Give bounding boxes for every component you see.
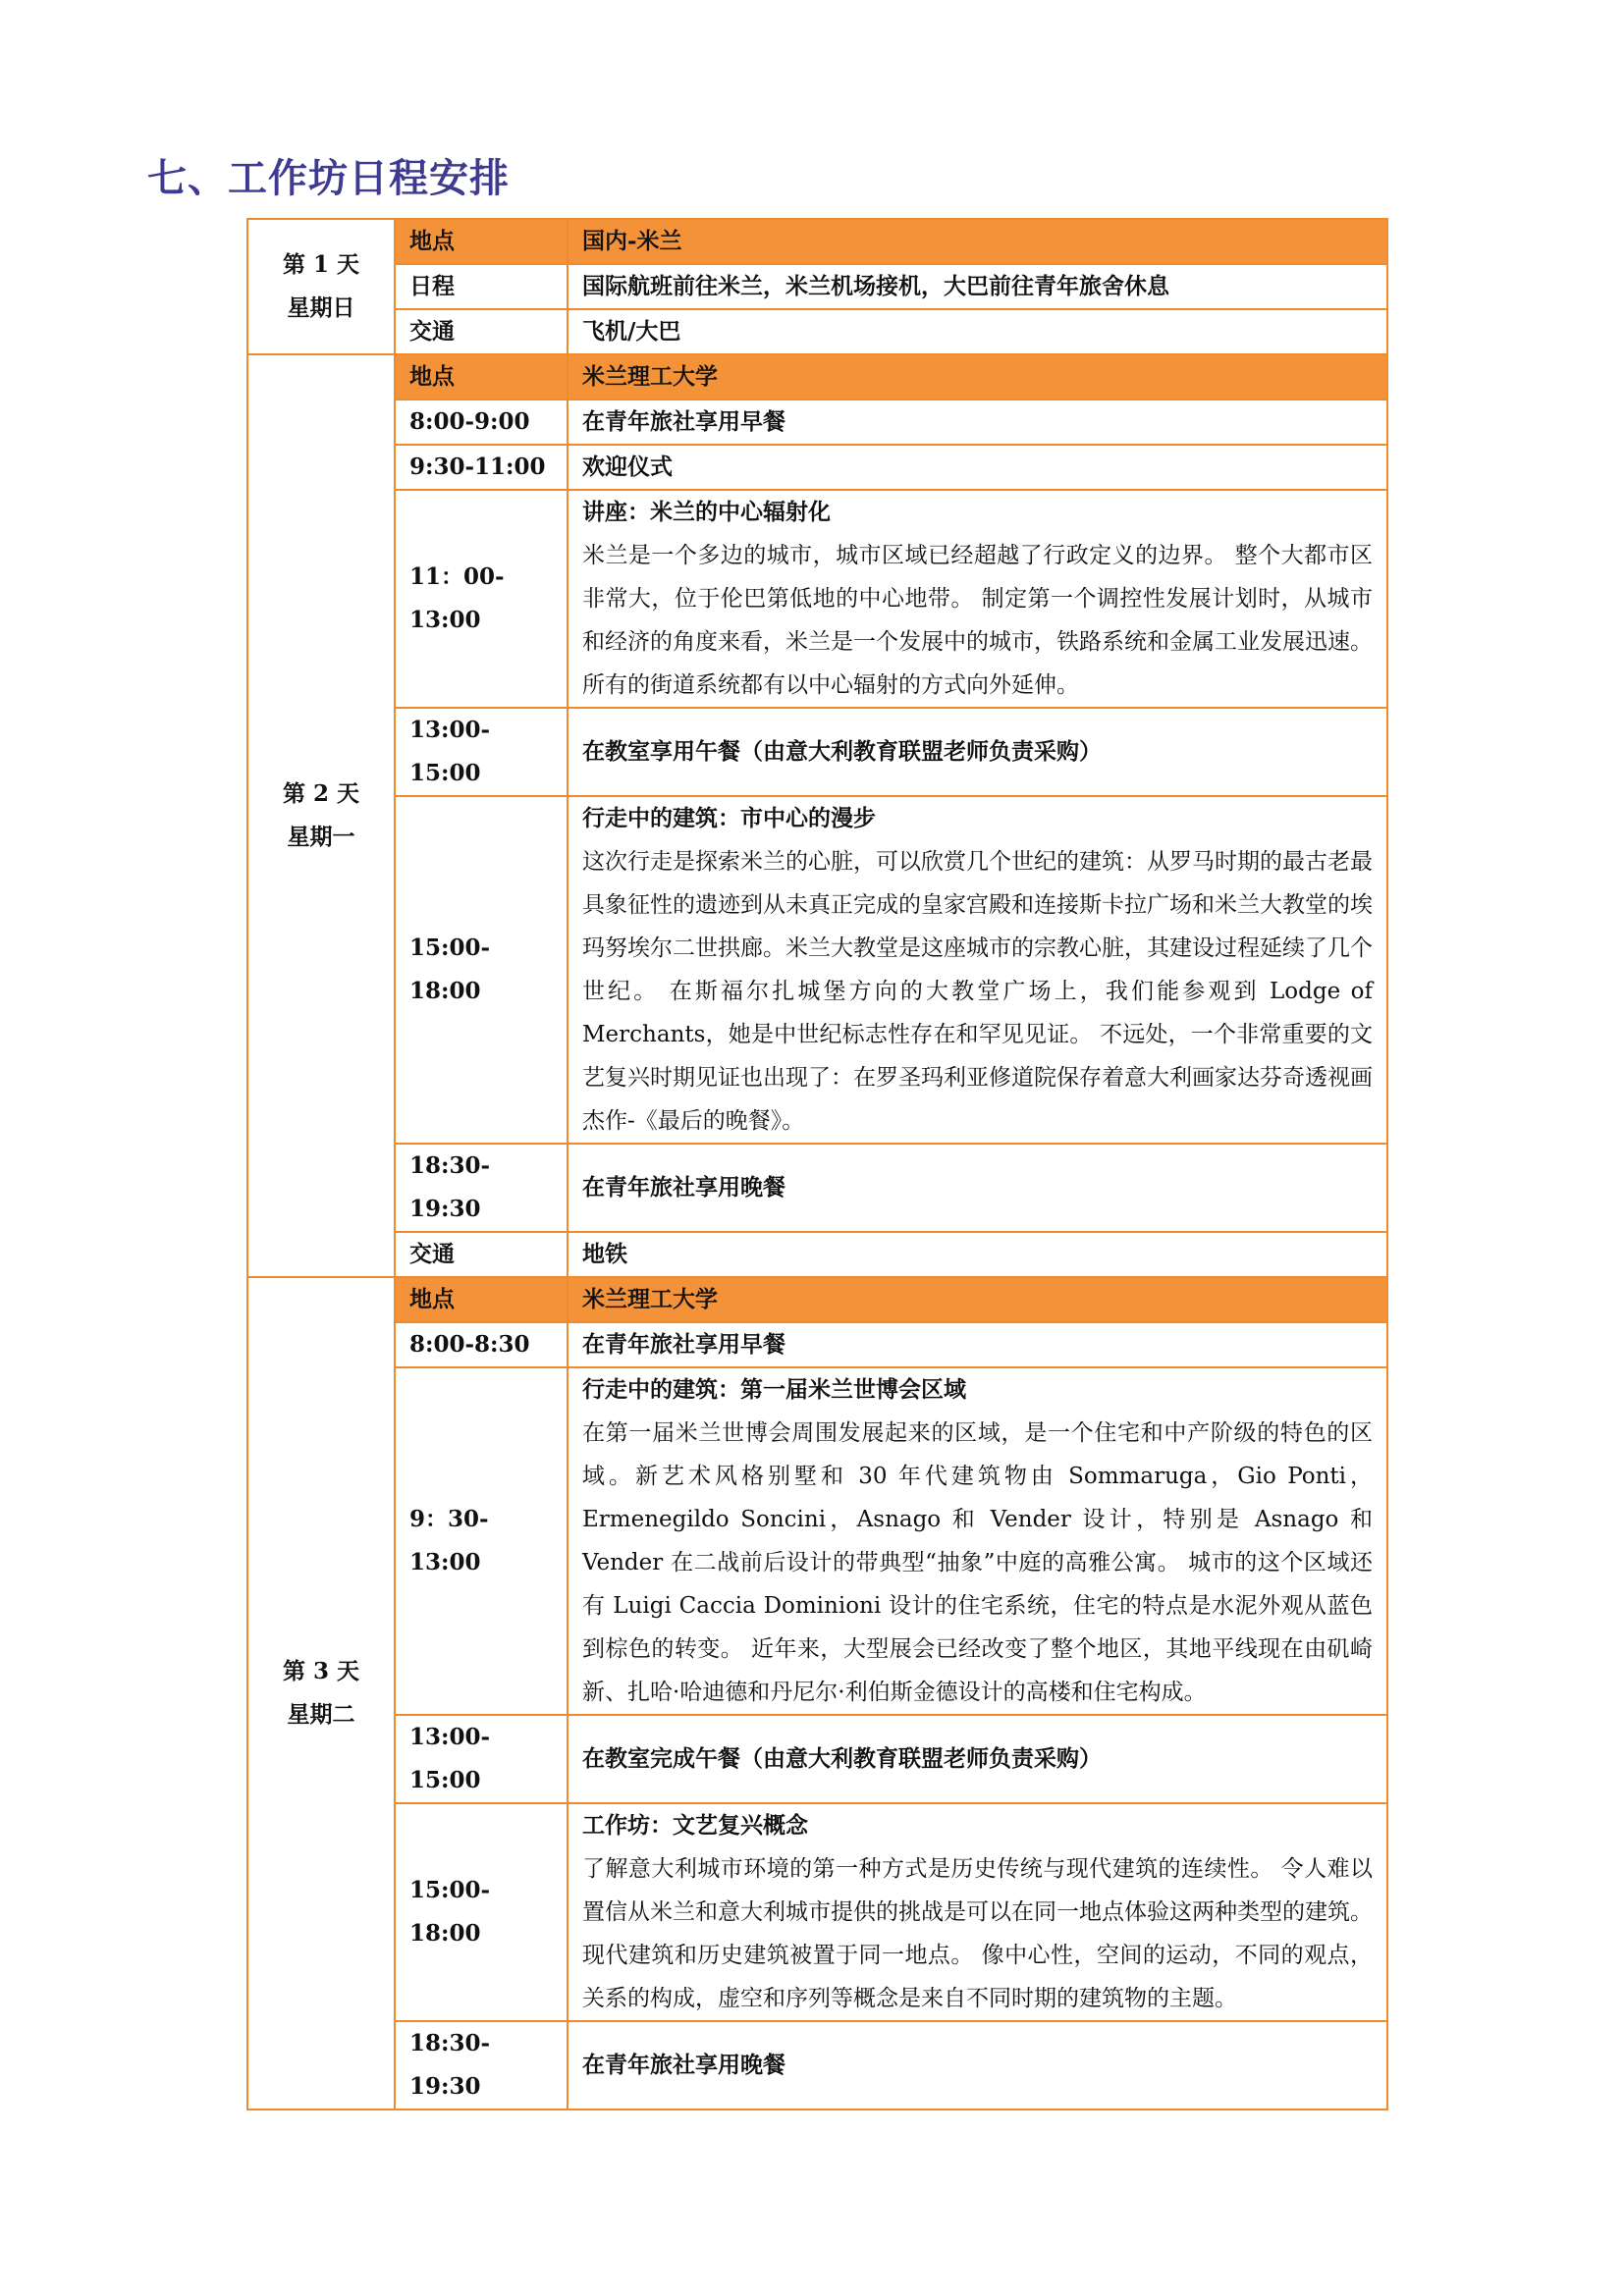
location-value: 米兰理工大学: [568, 1277, 1387, 1322]
schedule-row: [247, 490, 1387, 708]
row-label: 13:00-15:00: [395, 1715, 568, 1803]
row-label: 8:00-8:30: [395, 1322, 568, 1367]
location-value: 国内-米兰: [568, 219, 1387, 264]
schedule-row: [247, 708, 1387, 796]
row-content: [568, 1803, 1387, 2021]
row-content: [568, 1144, 1387, 1232]
activity-title: 行走中的建筑：第一届米兰世博会区域: [582, 1376, 966, 1403]
row-content: [568, 264, 1387, 309]
row-content: [568, 1232, 1387, 1277]
row-content: [568, 1367, 1387, 1715]
day-cell: [247, 1277, 395, 2109]
activity-title: 在教室完成午餐（由意大利教育联盟老师负责采购）: [582, 1745, 1102, 1772]
row-label: 13:00-15:00: [395, 708, 568, 796]
row-label: 15:00-18:00: [395, 796, 568, 1144]
day-weekday: 星期一: [287, 824, 355, 850]
schedule-row: [247, 1715, 1387, 1803]
activity-title: 在青年旅社享用早餐: [582, 1331, 785, 1358]
schedule-row: [247, 1144, 1387, 1232]
activity-title: 在青年旅社享用晚餐: [582, 1174, 785, 1201]
row-content: [568, 2021, 1387, 2109]
row-content: [568, 490, 1387, 708]
row-label: 15:00-18:00: [395, 1803, 568, 2021]
location-value: 米兰理工大学: [568, 354, 1387, 400]
row-label: 9:30-11:00: [395, 445, 568, 490]
day-weekday: 星期日: [287, 294, 355, 321]
location-label: 地点: [395, 354, 568, 400]
activity-description: 在第一届米兰世博会周围发展起来的区域，是一个住宅和中产阶级的特色的区域。新艺术风格别墅和 30 年代建筑物由 Sommaruga，Gio Ponti，Ermenegildo Soncini，Asnago 和 Vender 设计，特别是 Asnago 和 Vender 在二战前后设计的带典型“抽象”中庭的高雅公寓。 城市的这个区域还有 Luigi Caccia Dominioni 设计的住宅系统，住宅的特点是水泥外观从蓝色到棕色的转变。 近年来，大型展会已经改变了整个地区，其地平线现在由矶崎新、扎哈·哈迪德和丹尼尔·利伯斯金德设计的高楼和住宅构成。: [582, 1420, 1373, 1705]
row-label: 11：00-13:00: [395, 490, 568, 708]
activity-title: 地铁: [582, 1241, 627, 1267]
day-cell: [247, 219, 395, 354]
activity-title: 国际航班前往米兰，米兰机场接机，大巴前往青年旅舍休息: [582, 273, 1169, 299]
schedule-row: [247, 1803, 1387, 2021]
schedule-row: [247, 2021, 1387, 2109]
schedule-row: [247, 309, 1387, 354]
row-label: 9：30-13:00: [395, 1367, 568, 1715]
schedule-table: [246, 218, 1388, 2110]
activity-title: 在青年旅社享用早餐: [582, 408, 785, 435]
location-label: 地点: [395, 1277, 568, 1322]
day-cell: [247, 354, 395, 1277]
location-row: [247, 1277, 1387, 1322]
row-label: 18:30-19:30: [395, 1144, 568, 1232]
row-content: [568, 1322, 1387, 1367]
schedule-row: [247, 1322, 1387, 1367]
day-number: 第 2 天: [282, 780, 360, 807]
row-content: [568, 445, 1387, 490]
activity-description: 这次行走是探索米兰的心脏，可以欣赏几个世纪的建筑：从罗马时期的最古老最具象征性的遗迹到从未真正完成的皇家宫殿和连接斯卡拉广场和米兰大教堂的埃玛努埃尔二世拱廊。米兰大教堂是这座城市的宗教心脏，其建设过程延续了几个世纪。 在斯福尔扎城堡方向的大教堂广场上，我们能参观到 Lodge of Merchants，她是中世纪标志性存在和罕见见证。 不远处，一个非常重要的文艺复兴时期见证也出现了：在罗圣玛利亚修道院保存着意大利画家达芬奇透视画杰作-《最后的晚餐》。: [582, 849, 1373, 1134]
row-content: [568, 796, 1387, 1144]
page-title: 七、工作坊日程安排: [147, 156, 510, 201]
day-weekday: 星期二: [287, 1701, 355, 1728]
activity-title: 行走中的建筑：市中心的漫步: [582, 805, 876, 831]
activity-title: 飞机/大巴: [582, 318, 681, 345]
activity-title: 讲座：米兰的中心辐射化: [582, 499, 831, 525]
row-label: 日程: [395, 264, 568, 309]
row-content: [568, 400, 1387, 445]
location-label: 地点: [395, 219, 568, 264]
row-label: 18:30-19:30: [395, 2021, 568, 2109]
schedule-row: [247, 264, 1387, 309]
row-label: 交通: [395, 1232, 568, 1277]
day-number: 第 3 天: [282, 1658, 360, 1684]
row-label: 交通: [395, 309, 568, 354]
activity-title: 在教室享用午餐（由意大利教育联盟老师负责采购）: [582, 738, 1102, 765]
location-row: [247, 219, 1387, 264]
activity-title: 欢迎仪式: [582, 454, 673, 480]
row-content: [568, 708, 1387, 796]
location-row: [247, 354, 1387, 400]
schedule-row: [247, 1367, 1387, 1715]
schedule-row: [247, 1232, 1387, 1277]
activity-description: 米兰是一个多边的城市，城市区域已经超越了行政定义的边界。 整个大都市区非常大，位于伦巴第低地的中心地带。 制定第一个调控性发展计划时，从城市和经济的角度来看，米兰是一个发展中的城市，铁路系统和金属工业发展迅速。所有的街道系统都有以中心辐射的方式向外延伸。: [582, 543, 1373, 698]
activity-title: 工作坊：文艺复兴概念: [582, 1812, 808, 1839]
row-content: [568, 309, 1387, 354]
schedule-row: [247, 796, 1387, 1144]
day-number: 第 1 天: [282, 251, 360, 278]
row-label: 8:00-9:00: [395, 400, 568, 445]
schedule-row: [247, 400, 1387, 445]
schedule-row: [247, 445, 1387, 490]
row-content: [568, 1715, 1387, 1803]
activity-title: 在青年旅社享用晚餐: [582, 2052, 785, 2078]
activity-description: 了解意大利城市环境的第一种方式是历史传统与现代建筑的连续性。 令人难以置信从米兰和意大利城市提供的挑战是可以在同一地点体验这两种类型的建筑。 现代建筑和历史建筑被置于同一地点。 像中心性，空间的运动，不同的观点，关系的构成，虚空和序列等概念是来自不同时期的建筑物的主题。: [582, 1856, 1373, 2011]
